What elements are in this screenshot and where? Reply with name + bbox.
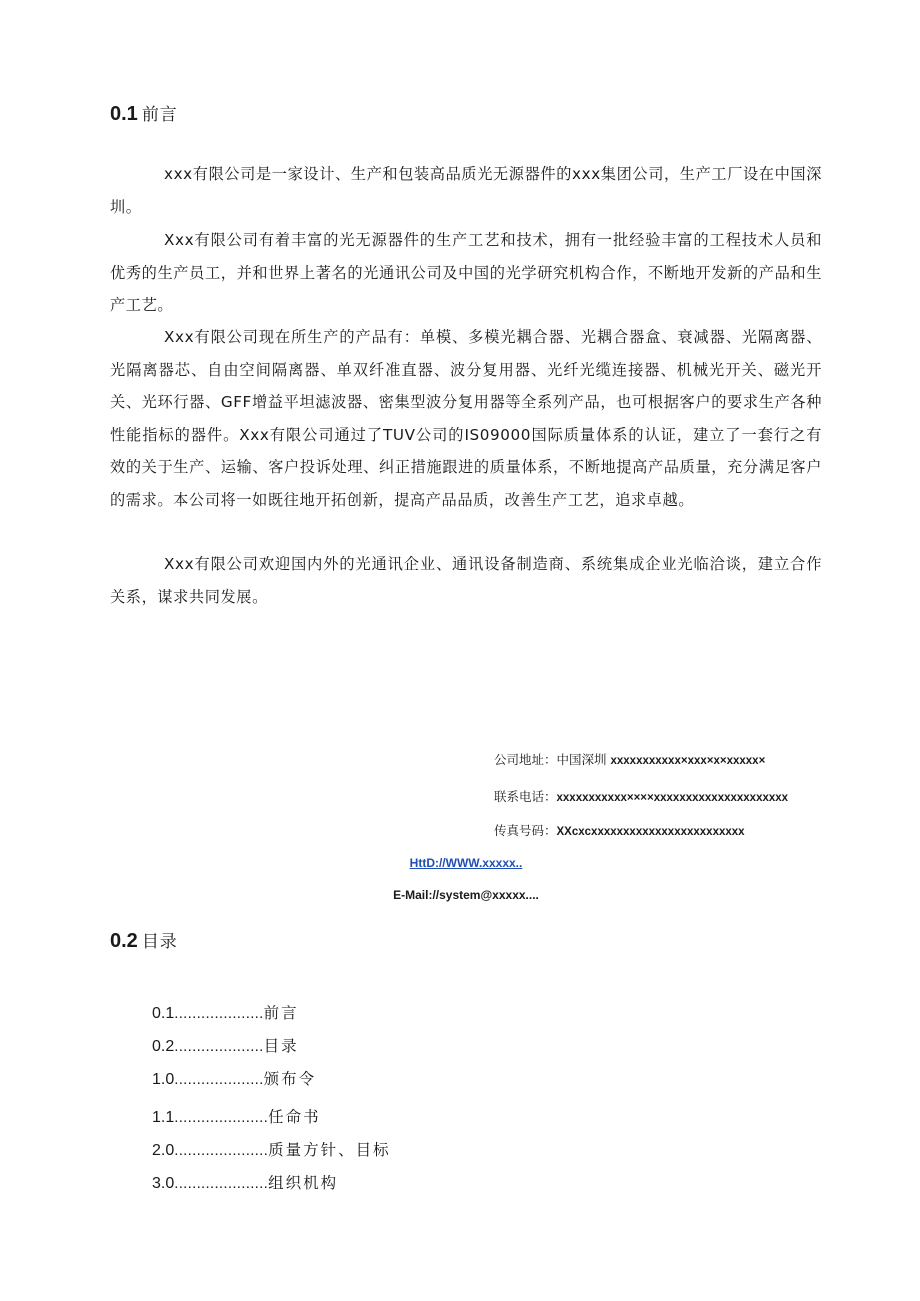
contact-phone <box>494 787 788 805</box>
toc-entry-number: 2.0 <box>152 1142 175 1159</box>
toc-entry <box>152 1171 338 1193</box>
toc-entry-number: 3.0 <box>152 1175 175 1192</box>
contact-phone-label: 联系电话： <box>494 789 557 804</box>
toc-entry-number: 1.0 <box>152 1071 175 1088</box>
toc-entry-title: 前言 <box>263 1004 299 1022</box>
intro-heading <box>110 100 178 126</box>
toc-entry <box>152 1138 391 1160</box>
toc-entry-number: 1.1 <box>152 1109 175 1126</box>
toc-entry <box>152 1001 299 1023</box>
contact-address-label: 公司地址：中国深圳 <box>494 752 607 767</box>
toc-entry <box>152 1034 299 1056</box>
intro-paragraph-2: Xxx有限公司有着丰富的光无源器件的生产工艺和技术，拥有一批经验丰富的工程技术人员和优秀的生产员工，并和世界上著名的光通讯公司及中国的光学研究机构合作，不断地开发新的产品和生产工艺。 <box>110 231 822 315</box>
contact-address <box>494 750 765 768</box>
toc-entry-leader: ..................... <box>174 1175 269 1192</box>
toc-entry-leader: .................... <box>174 1005 264 1022</box>
email-line <box>110 888 822 902</box>
toc-entry-number: 0.1 <box>152 1005 175 1022</box>
toc-heading-title: 目录 <box>141 932 178 952</box>
intro-paragraph-1: xxx有限公司是一家设计、生产和包装高品质光无源器件的xxx集团公司，生产工厂设在中国深圳。 <box>110 165 822 216</box>
toc-heading <box>110 927 178 953</box>
toc-entry-title: 组织机构 <box>268 1174 339 1192</box>
toc-entry-leader: .................... <box>174 1071 264 1088</box>
toc-entry-number: 0.2 <box>152 1038 175 1055</box>
contact-address-value: xxxxxxxxxxx×xxx×x×xxxxx× <box>610 755 766 767</box>
intro-paragraph-4: Xxx有限公司欢迎国内外的光通讯企业、通讯设备制造商、系统集成企业光临洽谈，建立合作关系，谋求共同发展。 <box>110 555 822 606</box>
contact-fax <box>494 821 745 839</box>
toc-entry-leader: ..................... <box>174 1109 269 1126</box>
toc-entry <box>152 1105 321 1127</box>
contact-fax-label: 传真号码： <box>494 823 557 838</box>
website-link[interactable]: HttD://WWW.xxxxx.. <box>409 856 523 870</box>
toc-entry-leader: .................... <box>174 1038 264 1055</box>
website-line <box>110 856 822 870</box>
toc-entry-leader: ..................... <box>174 1142 269 1159</box>
contact-phone-value: xxxxxxxxxxx××××xxxxxxxxxxxxxxxxxxxxx <box>556 792 789 804</box>
toc-entry-title: 任命书 <box>268 1108 321 1126</box>
intro-paragraph-3: Xxx有限公司现在所生产的产品有：单模、多模光耦合器、光耦合器盒、衰减器、光隔离器、光隔离器芯、自由空间隔离器、单双纤准直器、波分复用器、光纤光缆连接器、机械光开关、磁光开关、光环行器、GFF增益平坦滤波器、密集型波分复用器等全系列产品，也可根据客户的要求生产各种性能指标的器件。Xxx有限公司通过了TUV公司的IS09000国际质量体系的认证，建立了一套行之有效的关于生产、运输、客户投诉处理、纠正措施跟进的质量体系，不断地提高产品质量，充分满足客户的需求。本公司将一如既往地开拓创新，提高产品品质，改善生产工艺，追求卓越。 <box>110 328 822 509</box>
contact-fax-value: XXcxcxxxxxxxxxxxxxxxxxxxxxxxx <box>556 826 745 838</box>
toc-heading-number: 0.2 <box>110 930 138 952</box>
email-address: E-Mail://system@xxxxx.... <box>393 888 539 902</box>
toc-entry <box>152 1067 316 1089</box>
toc-entry-title: 颁布令 <box>263 1070 317 1088</box>
intro-heading-title: 前言 <box>141 105 178 125</box>
toc-entry-title: 目录 <box>263 1037 299 1055</box>
intro-heading-number: 0.1 <box>110 103 138 125</box>
toc-entry-title: 质量方针、目标 <box>268 1141 391 1159</box>
